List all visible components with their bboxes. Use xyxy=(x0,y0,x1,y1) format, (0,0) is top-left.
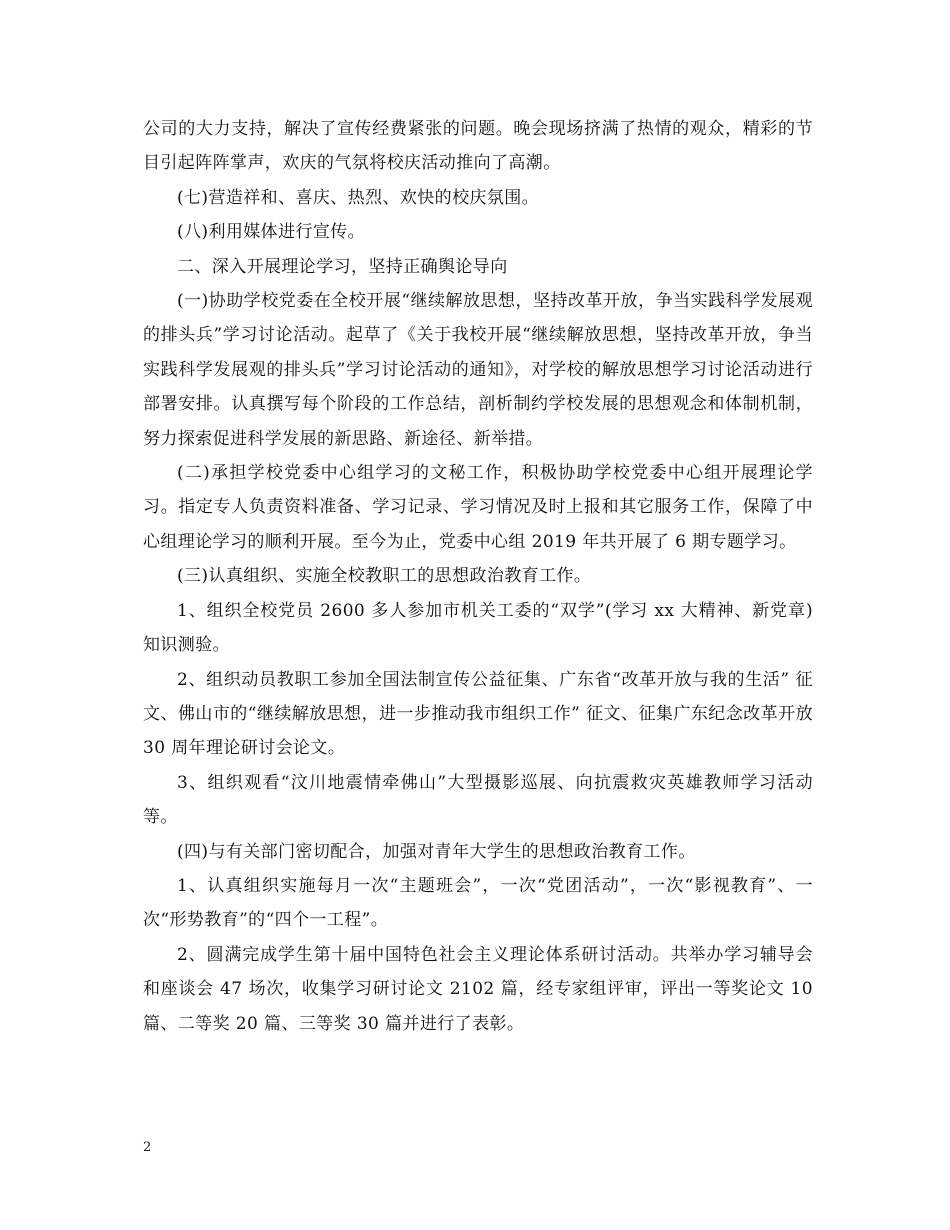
paragraph: 2、圆满完成学生第十届中国特色社会主义理论体系研讨活动。共举办学习辅导会和座谈会 47 场次，收集学习研讨论文 2102 篇，经专家组评审，评出一等奖论文 10 篇、二等奖 20 篇、三等奖 30 篇并进行了表彰。 xyxy=(143,944,813,1034)
section-heading: 二、深入开展理论学习，坚持正确舆论导向 xyxy=(177,256,508,277)
paragraph: 1、认真组织实施每月一次“主题班会”，一次“党团活动”，一次“影视教育”、一次“形势教育”的“四个一工程”。 xyxy=(143,875,813,931)
paragraph: 3、组织观看“汶川地震情牵佛山”大型摄影巡展、向抗震救灾英雄教师学习活动等。 xyxy=(143,772,813,828)
paragraph: 1、组织全校党员 2600 多人参加市机关工委的“双学”(学习 xx 大精神、新党章)知识测验。 xyxy=(143,600,813,656)
page-number: 2 xyxy=(143,1140,152,1155)
document-body xyxy=(143,112,813,1041)
paragraph: 2、组织动员教职工参加全国法制宣传公益征集、广东省“改革开放与我的生活” 征文、佛山市的“继续解放思想，进一步推动我市组织工作” 征文、征集广东纪念改革开放 30 周年理论研讨会论文。 xyxy=(143,669,813,759)
paragraph: (三)认真组织、实施全校教职工的思想政治教育工作。 xyxy=(177,566,592,587)
paragraph: (四)与有关部门密切配合，加强对青年大学生的思想政治教育工作。 xyxy=(177,841,696,862)
paragraph: (二)承担学校党委中心组学习的文秘工作，积极协助学校党委中心组开展理论学习。指定专人负责资料准备、学习记录、学习情况及时上报和其它服务工作，保障了中心组理论学习的顺利开展。至今为止，党委中心组 2019 年共开展了 6 期专题学习。 xyxy=(143,463,813,552)
paragraph: 公司的大力支持，解决了宣传经费紧张的问题。晚会现场挤满了热情的观众，精彩的节目引起阵阵掌声，欢庆的气氛将校庆活动推向了高潮。 xyxy=(143,119,813,174)
paragraph: (八)利用媒体进行宣传。 xyxy=(177,222,366,243)
paragraph: (一)协助学校党委在全校开展“继续解放思想，坚持改革开放，争当实践科学发展观的排头兵”学习讨论活动。起草了《关于我校开展“继续解放思想，坚持改革开放，争当实践科学发展观的排头兵”学习讨论活动的通知》，对学校的解放思想学习讨论活动进行部署安排。认真撰写每个阶段的工作总结，剖析制约学校发展的思想观念和体制机制，努力探索促进科学发展的新思路、新途径、新举措。 xyxy=(143,291,813,449)
paragraph: (七)营造祥和、喜庆、热烈、欢快的校庆氛围。 xyxy=(177,187,540,208)
